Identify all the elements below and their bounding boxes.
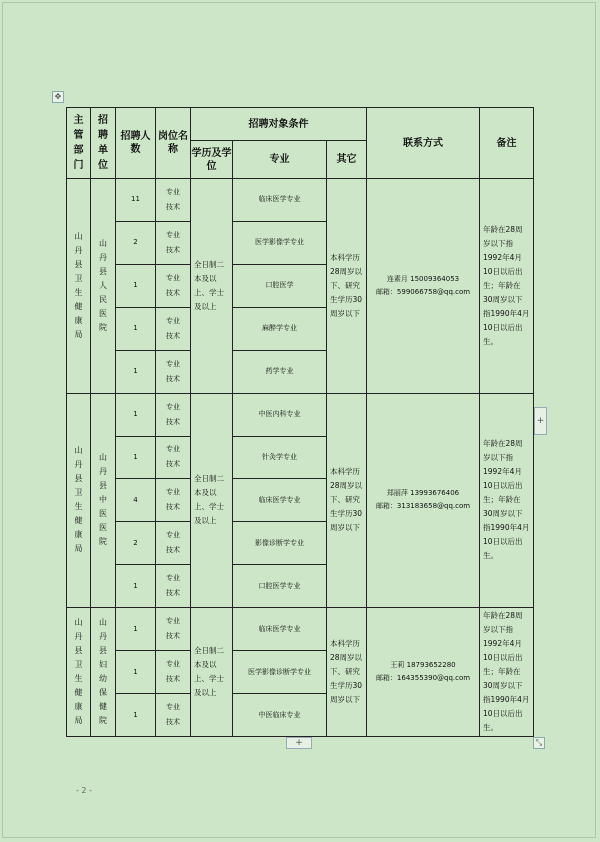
post-cell: 专业技术 bbox=[156, 179, 191, 222]
unit-cell: 山丹县妇幼保健院 bbox=[91, 608, 116, 737]
count-cell: 1 bbox=[116, 264, 156, 307]
header-count: 招聘人数 bbox=[116, 108, 156, 179]
post-cell: 专业技术 bbox=[156, 479, 191, 522]
remark-cell: 年龄在28周岁以下指1992年4月10日以后出生；年龄在30周岁以下指1990年4月10日以后出生。 bbox=[480, 393, 534, 608]
count-cell: 1 bbox=[116, 651, 156, 694]
header-edu: 学历及学位 bbox=[191, 141, 233, 179]
major-cell: 临床医学专业 bbox=[233, 179, 327, 222]
contact-cell: 王莉 18793652280 邮箱：164355390@qq.com bbox=[367, 608, 480, 737]
recruitment-table bbox=[66, 107, 534, 737]
post-cell: 专业技术 bbox=[156, 694, 191, 737]
count-cell: 1 bbox=[116, 393, 156, 436]
count-cell: 4 bbox=[116, 479, 156, 522]
post-cell: 专业技术 bbox=[156, 651, 191, 694]
remark-cell: 年龄在28周岁以下指1992年4月10日以后出生；年龄在30周岁以下指1990年4月10日以后出生。 bbox=[480, 608, 534, 737]
major-cell: 口腔医学专业 bbox=[233, 565, 327, 608]
move-icon[interactable]: ✥ bbox=[52, 91, 64, 103]
header-dept: 主管部门 bbox=[67, 108, 91, 179]
header-contact: 联系方式 bbox=[367, 108, 480, 179]
table-row bbox=[67, 179, 534, 222]
header-major: 专业 bbox=[233, 141, 327, 179]
post-cell: 专业技术 bbox=[156, 522, 191, 565]
post-cell: 专业技术 bbox=[156, 221, 191, 264]
other-cell: 本科学历28周岁以下、研究生学历30周岁以下 bbox=[327, 608, 367, 737]
post-cell: 专业技术 bbox=[156, 350, 191, 393]
add-column-icon[interactable]: + bbox=[534, 407, 547, 435]
header-other: 其它 bbox=[327, 141, 367, 179]
major-cell: 针灸学专业 bbox=[233, 436, 327, 479]
page-number: - 2 - bbox=[76, 786, 92, 795]
contact-cell: 郑丽萍 13993676406 邮箱：313183658@qq.com bbox=[367, 393, 480, 608]
edu-cell: 全日制二本及以上、学士及以上 bbox=[191, 179, 233, 394]
count-cell: 1 bbox=[116, 307, 156, 350]
table-row bbox=[67, 608, 534, 651]
count-cell: 2 bbox=[116, 221, 156, 264]
count-cell: 1 bbox=[116, 694, 156, 737]
post-cell: 专业技术 bbox=[156, 436, 191, 479]
post-cell: 专业技术 bbox=[156, 565, 191, 608]
edu-cell: 全日制二本及以上、学士及以上 bbox=[191, 608, 233, 737]
major-cell: 中医临床专业 bbox=[233, 694, 327, 737]
major-cell: 医学影像诊断学专业 bbox=[233, 651, 327, 694]
remark-cell: 年龄在28周岁以下指1992年4月10日以后出生；年龄在30周岁以下指1990年4月10日以后出生。 bbox=[480, 179, 534, 394]
count-cell: 1 bbox=[116, 565, 156, 608]
major-cell: 药学专业 bbox=[233, 350, 327, 393]
major-cell: 医学影像学专业 bbox=[233, 221, 327, 264]
major-cell: 口腔医学 bbox=[233, 264, 327, 307]
dept-cell: 山丹县卫生健康局 bbox=[67, 608, 91, 737]
table-row bbox=[67, 393, 534, 436]
count-cell: 2 bbox=[116, 522, 156, 565]
count-cell: 11 bbox=[116, 179, 156, 222]
add-row-icon[interactable]: + bbox=[286, 737, 312, 749]
major-cell: 影像诊断学专业 bbox=[233, 522, 327, 565]
header-conditions: 招聘对象条件 bbox=[191, 108, 367, 141]
header-unit: 招聘单位 bbox=[91, 108, 116, 179]
other-cell: 本科学历28周岁以下、研究生学历30周岁以下 bbox=[327, 393, 367, 608]
post-cell: 专业技术 bbox=[156, 264, 191, 307]
dept-cell: 山丹县卫生健康局 bbox=[67, 179, 91, 394]
major-cell: 临床医学专业 bbox=[233, 608, 327, 651]
major-cell: 临床医学专业 bbox=[233, 479, 327, 522]
other-cell: 本科学历28周岁以下、研究生学历30周岁以下 bbox=[327, 179, 367, 394]
dept-cell: 山丹县卫生健康局 bbox=[67, 393, 91, 608]
post-cell: 专业技术 bbox=[156, 307, 191, 350]
post-cell: 专业技术 bbox=[156, 608, 191, 651]
count-cell: 1 bbox=[116, 436, 156, 479]
major-cell: 中医内科专业 bbox=[233, 393, 327, 436]
resize-icon[interactable]: ⤡ bbox=[533, 737, 545, 749]
contact-cell: 连素月 15009364053 邮箱：599066758@qq.com bbox=[367, 179, 480, 394]
header-post: 岗位名称 bbox=[156, 108, 191, 179]
major-cell: 麻醉学专业 bbox=[233, 307, 327, 350]
count-cell: 1 bbox=[116, 350, 156, 393]
post-cell: 专业技术 bbox=[156, 393, 191, 436]
unit-cell: 山丹县人民医院 bbox=[91, 179, 116, 394]
header-remark: 备注 bbox=[480, 108, 534, 179]
count-cell: 1 bbox=[116, 608, 156, 651]
edu-cell: 全日制二本及以上、学士及以上 bbox=[191, 393, 233, 608]
unit-cell: 山丹县中医医院 bbox=[91, 393, 116, 608]
